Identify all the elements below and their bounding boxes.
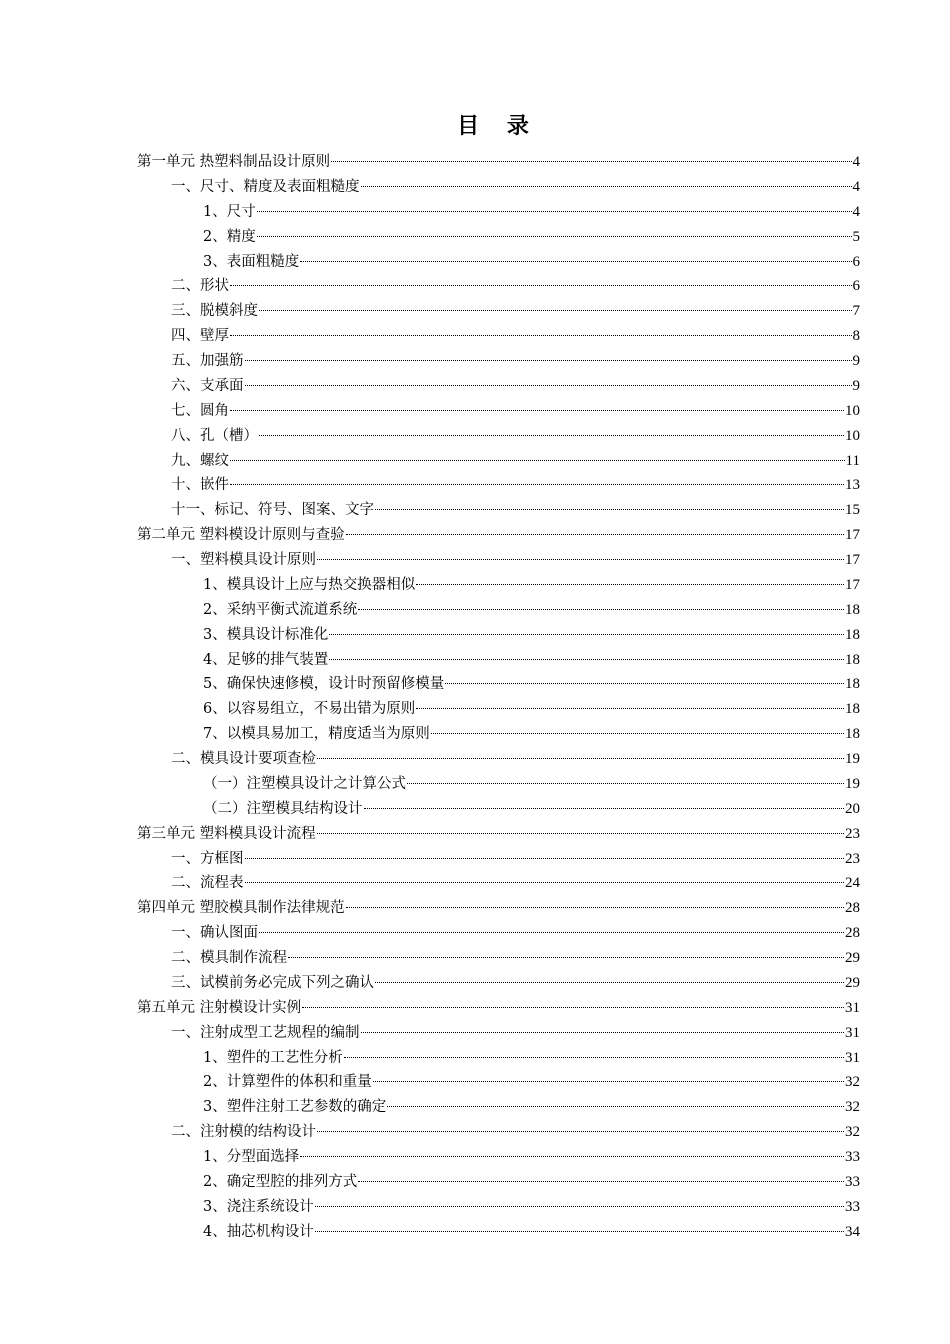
toc-entry-label: 一、确认图面 bbox=[171, 925, 258, 942]
dot-leader bbox=[230, 484, 844, 485]
toc-entry-label: 1、模具设计上应与热交换器相似 bbox=[203, 576, 416, 593]
toc-entry-page-number: 5 bbox=[852, 228, 860, 245]
toc-entry[interactable] bbox=[0, 498, 950, 523]
dot-leader bbox=[259, 932, 844, 933]
toc-entry-page-number: 31 bbox=[845, 1024, 860, 1041]
table-of-contents bbox=[0, 150, 950, 1245]
dot-leader bbox=[445, 683, 844, 684]
toc-entry-page-number: 15 bbox=[845, 502, 860, 519]
toc-entry[interactable] bbox=[0, 324, 950, 349]
toc-entry[interactable] bbox=[0, 822, 950, 847]
toc-entry-page-number: 4 bbox=[852, 178, 860, 195]
toc-entry[interactable] bbox=[0, 250, 950, 275]
toc-entry-page-number: 17 bbox=[845, 576, 860, 593]
toc-entry-label: 2、计算塑件的体积和重量 bbox=[203, 1074, 372, 1091]
toc-entry-label: 6、以容易组立，不易出错为原则 bbox=[203, 701, 416, 718]
toc-entry-label: 第二单元 塑料模设计原则与查验 bbox=[137, 527, 345, 544]
toc-entry-page-number: 28 bbox=[845, 925, 860, 942]
toc-entry[interactable] bbox=[0, 548, 950, 573]
toc-entry[interactable] bbox=[0, 200, 950, 225]
toc-entry[interactable] bbox=[0, 1170, 950, 1195]
toc-entry-page-number: 7 bbox=[852, 303, 860, 320]
toc-entry-label: 第一单元 热塑料制品设计原则 bbox=[137, 154, 331, 170]
toc-entry-page-number: 6 bbox=[852, 253, 860, 270]
dot-leader bbox=[245, 858, 845, 859]
toc-entry-label: 7、以模具易加工，精度适当为原则 bbox=[203, 726, 430, 743]
toc-entry-label: 3、模具设计标准化 bbox=[203, 626, 329, 643]
toc-entry-page-number: 33 bbox=[845, 1198, 860, 1215]
dot-leader bbox=[358, 609, 844, 610]
toc-entry-page-number: 11 bbox=[845, 452, 860, 469]
toc-entry-label: 六、支承面 bbox=[171, 377, 244, 394]
toc-entry-label: 十一、标记、符号、图案、文字 bbox=[171, 502, 374, 519]
toc-entry-page-number: 17 bbox=[845, 552, 860, 568]
toc-entry-label: 2、采纳平衡式流道系统 bbox=[203, 601, 358, 618]
dot-leader bbox=[329, 659, 844, 660]
dot-leader bbox=[257, 236, 852, 237]
toc-entry[interactable] bbox=[0, 971, 950, 996]
toc-entry-label: 七、圆角 bbox=[171, 402, 229, 419]
dot-leader bbox=[329, 634, 844, 635]
toc-entry-label: 三、脱模斜度 bbox=[171, 303, 258, 320]
toc-entry[interactable] bbox=[0, 747, 950, 772]
toc-entry[interactable] bbox=[0, 1021, 950, 1046]
toc-entry-page-number: 18 bbox=[845, 726, 860, 743]
dot-leader bbox=[245, 882, 845, 883]
toc-entry-page-number: 18 bbox=[845, 701, 860, 718]
toc-entry-label: 二、模具设计要项查检 bbox=[171, 751, 316, 767]
dot-leader bbox=[317, 1131, 844, 1132]
toc-entry-page-number: 19 bbox=[845, 751, 860, 767]
toc-entry[interactable] bbox=[0, 274, 950, 299]
dot-leader bbox=[346, 534, 844, 535]
toc-entry-page-number: 29 bbox=[845, 974, 860, 991]
toc-entry[interactable] bbox=[0, 374, 950, 399]
dot-leader bbox=[361, 186, 852, 187]
toc-entry-page-number: 23 bbox=[845, 825, 860, 842]
toc-entry-label: 第三单元 塑料模具设计流程 bbox=[137, 825, 316, 842]
toc-entry[interactable] bbox=[0, 1120, 950, 1145]
toc-entry-label: 第四单元 塑胶模具制作法律规范 bbox=[137, 900, 345, 917]
dot-leader bbox=[317, 559, 844, 560]
dot-leader bbox=[431, 733, 844, 734]
toc-entry[interactable] bbox=[0, 573, 950, 598]
toc-entry-label: （一）注塑模具设计之计算公式 bbox=[203, 775, 406, 792]
toc-entry[interactable] bbox=[0, 1070, 950, 1095]
toc-entry[interactable] bbox=[0, 449, 950, 474]
toc-entry-page-number: 8 bbox=[852, 328, 860, 345]
toc-entry-label: 1、分型面选择 bbox=[203, 1149, 300, 1165]
toc-entry[interactable] bbox=[0, 1145, 950, 1170]
toc-entry[interactable] bbox=[0, 697, 950, 722]
toc-entry-page-number: 4 bbox=[852, 154, 860, 170]
toc-entry-label: 九、螺纹 bbox=[171, 452, 229, 469]
toc-entry[interactable] bbox=[0, 996, 950, 1021]
dot-leader bbox=[300, 261, 851, 262]
toc-entry-label: 3、表面粗糙度 bbox=[203, 253, 300, 270]
dot-leader bbox=[302, 1007, 844, 1008]
toc-entry[interactable] bbox=[0, 921, 950, 946]
toc-entry-label: 4、抽芯机构设计 bbox=[203, 1223, 314, 1240]
dot-leader bbox=[346, 907, 844, 908]
dot-leader bbox=[387, 1106, 844, 1107]
dot-leader bbox=[407, 783, 844, 784]
toc-entry-label: 一、方框图 bbox=[171, 850, 244, 867]
toc-entry-page-number: 17 bbox=[845, 527, 860, 544]
toc-entry-page-number: 31 bbox=[845, 999, 860, 1016]
toc-entry-page-number: 31 bbox=[845, 1049, 860, 1066]
dot-leader bbox=[230, 410, 844, 411]
toc-entry-page-number: 10 bbox=[845, 427, 860, 444]
toc-entry-page-number: 24 bbox=[845, 875, 860, 892]
toc-entry-label: 二、形状 bbox=[171, 278, 229, 295]
toc-entry-label: 2、确定型腔的排列方式 bbox=[203, 1173, 358, 1190]
toc-entry-label: 四、壁厚 bbox=[171, 328, 229, 345]
toc-entry[interactable] bbox=[0, 349, 950, 374]
dot-leader bbox=[230, 335, 852, 336]
toc-entry[interactable] bbox=[0, 1046, 950, 1071]
dot-leader bbox=[317, 833, 844, 834]
toc-entry-page-number: 9 bbox=[852, 377, 860, 394]
dot-leader bbox=[315, 1231, 844, 1232]
toc-entry-page-number: 34 bbox=[845, 1223, 860, 1240]
toc-entry[interactable] bbox=[0, 523, 950, 548]
dot-leader bbox=[416, 584, 844, 585]
dot-leader bbox=[317, 758, 844, 759]
toc-entry[interactable] bbox=[0, 424, 950, 449]
toc-entry[interactable] bbox=[0, 299, 950, 324]
toc-entry-page-number: 19 bbox=[845, 775, 860, 792]
dot-leader bbox=[245, 385, 852, 386]
dot-leader bbox=[300, 1156, 844, 1157]
toc-entry-label: 3、塑件注射工艺参数的确定 bbox=[203, 1099, 387, 1116]
toc-entry-page-number: 13 bbox=[845, 477, 860, 494]
toc-entry[interactable] bbox=[0, 797, 950, 822]
toc-entry-label: 1、尺寸 bbox=[203, 203, 256, 220]
toc-entry[interactable] bbox=[0, 598, 950, 623]
toc-entry-page-number: 29 bbox=[845, 950, 860, 966]
toc-entry-page-number: 18 bbox=[845, 601, 860, 618]
toc-entry[interactable] bbox=[0, 896, 950, 921]
toc-entry-label: 二、注射模的结构设计 bbox=[171, 1124, 316, 1141]
toc-entry-label: 十、嵌件 bbox=[171, 477, 229, 494]
dot-leader bbox=[416, 708, 844, 709]
toc-entry-page-number: 33 bbox=[845, 1149, 860, 1165]
toc-entry-label: 二、流程表 bbox=[171, 875, 244, 892]
dot-leader bbox=[259, 310, 852, 311]
dot-leader bbox=[230, 285, 852, 286]
dot-leader bbox=[375, 509, 844, 510]
dot-leader bbox=[373, 1081, 844, 1082]
toc-entry[interactable] bbox=[0, 722, 950, 747]
toc-entry-label: 五、加强筋 bbox=[171, 353, 244, 369]
toc-entry[interactable] bbox=[0, 1195, 950, 1220]
toc-entry-page-number: 9 bbox=[852, 353, 860, 369]
toc-entry[interactable] bbox=[0, 150, 950, 175]
toc-entry[interactable] bbox=[0, 623, 950, 648]
dot-leader bbox=[315, 1206, 844, 1207]
toc-entry-page-number: 32 bbox=[845, 1099, 860, 1116]
toc-entry-page-number: 32 bbox=[845, 1124, 860, 1141]
toc-entry[interactable] bbox=[0, 175, 950, 200]
toc-entry-page-number: 18 bbox=[845, 651, 860, 668]
dot-leader bbox=[358, 1181, 844, 1182]
toc-entry-page-number: 23 bbox=[845, 850, 860, 867]
dot-leader bbox=[230, 460, 845, 461]
toc-entry-label: 2、精度 bbox=[203, 228, 256, 245]
toc-entry[interactable] bbox=[0, 672, 950, 697]
toc-entry-page-number: 33 bbox=[845, 1173, 860, 1190]
toc-entry-page-number: 18 bbox=[845, 626, 860, 643]
toc-entry-label: 二、模具制作流程 bbox=[171, 950, 287, 966]
toc-entry-label: 三、试模前务必完成下列之确认 bbox=[171, 974, 374, 991]
toc-entry-page-number: 4 bbox=[852, 203, 860, 220]
dot-leader bbox=[245, 360, 852, 361]
toc-entry[interactable] bbox=[0, 1095, 950, 1120]
toc-entry-page-number: 28 bbox=[845, 900, 860, 917]
toc-entry-label: 一、尺寸、精度及表面粗糙度 bbox=[171, 178, 360, 195]
toc-entry[interactable] bbox=[0, 225, 950, 250]
toc-entry[interactable] bbox=[0, 946, 950, 971]
toc-entry[interactable] bbox=[0, 847, 950, 872]
toc-entry-page-number: 32 bbox=[845, 1074, 860, 1091]
dot-leader bbox=[288, 957, 844, 958]
toc-entry-page-number: 6 bbox=[852, 278, 860, 295]
toc-entry-page-number: 18 bbox=[845, 676, 860, 693]
toc-entry[interactable] bbox=[0, 772, 950, 797]
dot-leader bbox=[331, 161, 851, 162]
dot-leader bbox=[375, 982, 844, 983]
toc-entry-label: 4、足够的排气装置 bbox=[203, 651, 329, 668]
toc-entry-label: 一、注射成型工艺规程的编制 bbox=[171, 1024, 360, 1041]
toc-entry[interactable] bbox=[0, 399, 950, 424]
dot-leader bbox=[361, 1032, 845, 1033]
toc-entry-page-number: 20 bbox=[845, 800, 860, 817]
toc-entry-label: 3、浇注系统设计 bbox=[203, 1198, 314, 1215]
dot-leader bbox=[364, 808, 845, 809]
toc-entry[interactable] bbox=[0, 473, 950, 498]
dot-leader bbox=[344, 1057, 844, 1058]
toc-entry-page-number: 10 bbox=[845, 402, 860, 419]
toc-entry[interactable] bbox=[0, 871, 950, 896]
dot-leader bbox=[259, 435, 844, 436]
page-title: 目 录 bbox=[457, 113, 539, 139]
toc-entry-label: 第五单元 注射模设计实例 bbox=[137, 999, 302, 1016]
dot-leader bbox=[257, 211, 852, 212]
toc-entry-label: 1、塑件的工艺性分析 bbox=[203, 1049, 343, 1066]
toc-entry-label: 一、塑料模具设计原则 bbox=[171, 552, 316, 568]
toc-entry[interactable] bbox=[0, 648, 950, 673]
toc-entry-label: （二）注塑模具结构设计 bbox=[203, 800, 363, 817]
toc-entry-label: 5、确保快速修模，设计时预留修模量 bbox=[203, 676, 445, 693]
toc-entry-label: 八、孔（槽） bbox=[171, 427, 258, 444]
toc-entry[interactable] bbox=[0, 1220, 950, 1245]
